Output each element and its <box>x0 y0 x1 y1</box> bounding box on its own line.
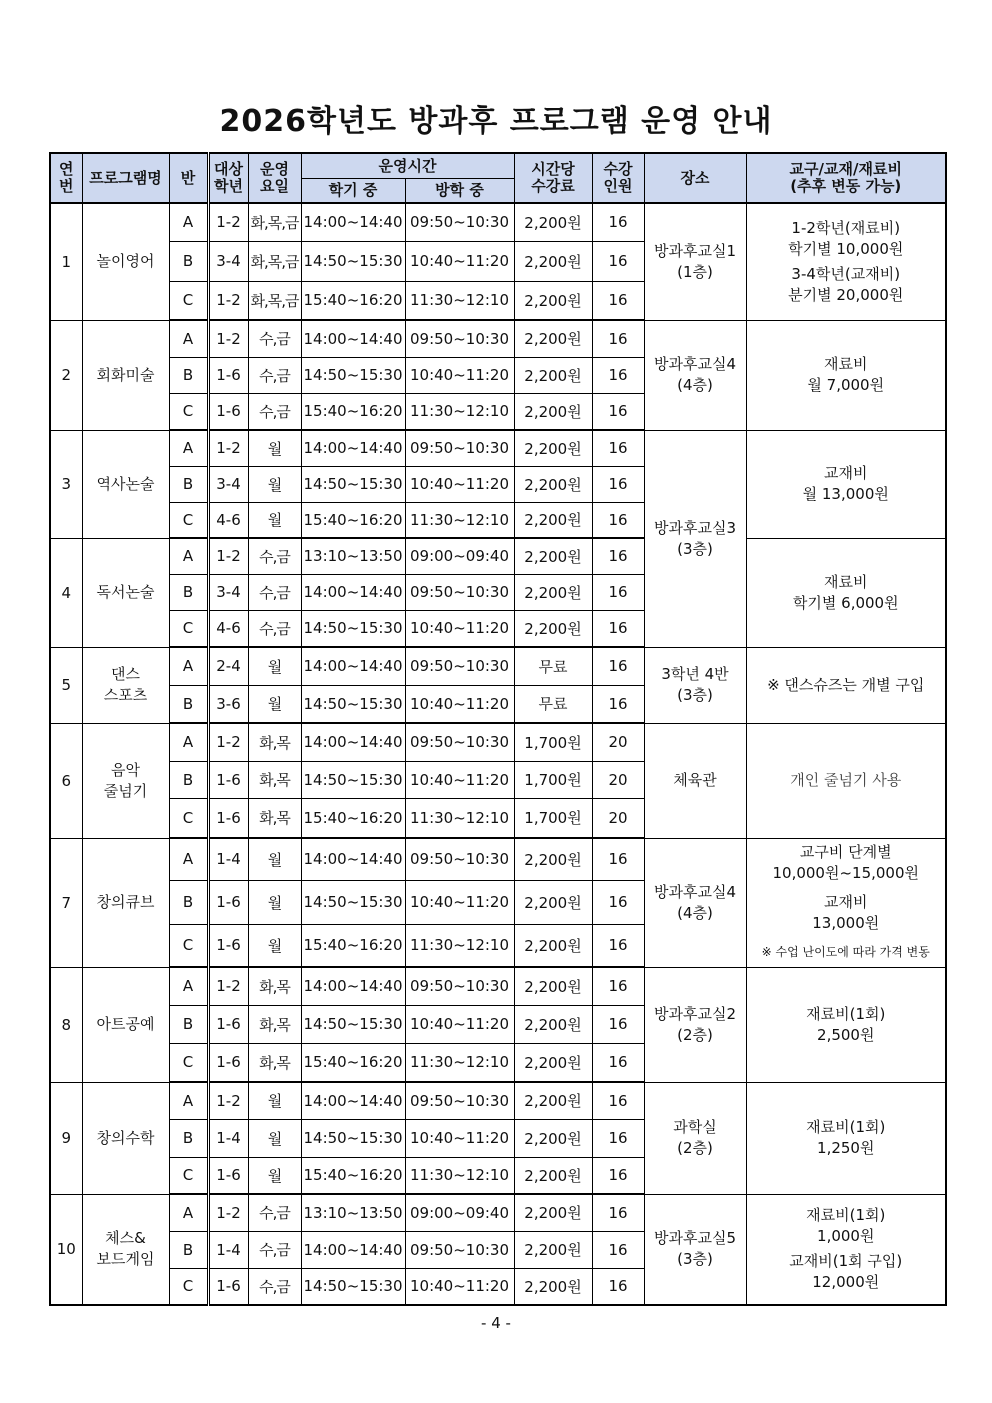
materials-fee-cell <box>746 838 946 967</box>
materials-fee-line: 3-4학년(교재비) <box>791 264 901 283</box>
capacity-cell: 16 <box>592 538 644 574</box>
vacation-time-cell: 11:30~12:10 <box>405 1043 514 1082</box>
days-cell: 월 <box>248 880 301 924</box>
class-cell: B <box>169 357 208 393</box>
place-cell: 방과후교실4 (4층) <box>644 320 746 430</box>
semester-time-cell: 15:40~16:20 <box>301 281 405 320</box>
fee-cell: 2,200원 <box>514 1231 592 1268</box>
capacity-cell: 16 <box>592 1005 644 1043</box>
vacation-time-cell: 11:30~12:10 <box>405 1157 514 1194</box>
vacation-time-cell: 10:40~11:20 <box>405 1005 514 1043</box>
days-cell: 수,금 <box>248 1268 301 1305</box>
program-number: 4 <box>50 538 82 647</box>
capacity-cell: 16 <box>592 203 644 241</box>
vacation-time-cell: 09:50~10:30 <box>405 1231 514 1268</box>
program-name: 댄스 스포츠 <box>82 647 169 723</box>
grade-cell: 1-6 <box>208 1043 248 1082</box>
semester-time-cell: 14:00~14:40 <box>301 203 405 241</box>
days-cell: 월 <box>248 1082 301 1119</box>
grade-cell: 4-6 <box>208 502 248 538</box>
semester-time-cell: 15:40~16:20 <box>301 502 405 538</box>
materials-fee-line: ※ 수업 난이도에 따라 가격 변동 <box>761 945 930 959</box>
grade-cell: 3-4 <box>208 466 248 502</box>
grade-cell: 1-6 <box>208 393 248 430</box>
semester-time-cell: 14:00~14:40 <box>301 967 405 1005</box>
program-number: 10 <box>50 1194 82 1305</box>
semester-time-cell: 15:40~16:20 <box>301 393 405 430</box>
program-name: 회화미술 <box>82 320 169 430</box>
capacity-cell: 16 <box>592 1043 644 1082</box>
fee-cell: 2,200원 <box>514 1194 592 1231</box>
materials-fee-line: 교재비 <box>824 464 868 482</box>
vacation-time-cell: 10:40~11:20 <box>405 357 514 393</box>
materials-fee-line: 교재비 <box>824 893 868 911</box>
materials-fee-cell <box>746 203 946 320</box>
class-cell: B <box>169 1005 208 1043</box>
fee-cell: 2,200원 <box>514 357 592 393</box>
class-cell: A <box>169 967 208 1005</box>
header-time-vacation: 방학 중 <box>405 179 514 204</box>
capacity-cell: 16 <box>592 924 644 967</box>
program-number: 3 <box>50 430 82 538</box>
capacity-cell: 16 <box>592 1231 644 1268</box>
semester-time-cell: 14:50~15:30 <box>301 880 405 924</box>
days-cell: 화,목 <box>248 1043 301 1082</box>
table-row <box>50 647 946 685</box>
class-cell: B <box>169 1231 208 1268</box>
materials-fee-line: 재료비 <box>824 572 868 591</box>
header-fee: 시간당 수강료 <box>514 153 592 203</box>
days-cell: 월 <box>248 502 301 538</box>
materials-fee-line: 1,000원 <box>817 1227 875 1246</box>
program-number: 1 <box>50 203 82 320</box>
capacity-cell: 20 <box>592 723 644 761</box>
grade-cell: 1-2 <box>208 1082 248 1119</box>
grade-cell: 1-6 <box>208 761 248 798</box>
fee-cell: 2,200원 <box>514 880 592 924</box>
vacation-time-cell: 11:30~12:10 <box>405 281 514 320</box>
materials-fee-line: 학기별 6,000원 <box>792 593 899 612</box>
table-row <box>50 838 946 880</box>
vacation-time-cell: 11:30~12:10 <box>405 924 514 967</box>
grade-cell: 1-2 <box>208 430 248 466</box>
materials-fee-line: 교재비(1회 구입) <box>789 1252 903 1271</box>
days-cell: 수,금 <box>248 320 301 357</box>
fee-cell: 2,200원 <box>514 967 592 1005</box>
class-cell: C <box>169 1268 208 1305</box>
program-name: 음악 줄넘기 <box>82 723 169 838</box>
grade-cell: 1-2 <box>208 281 248 320</box>
vacation-time-cell: 10:40~11:20 <box>405 1119 514 1157</box>
fee-cell: 2,200원 <box>514 1157 592 1194</box>
semester-time-cell: 14:50~15:30 <box>301 610 405 647</box>
class-cell: A <box>169 723 208 761</box>
capacity-cell: 16 <box>592 610 644 647</box>
program-number: 7 <box>50 838 82 967</box>
semester-time-cell: 14:00~14:40 <box>301 647 405 685</box>
materials-fee-line: 2,500원 <box>817 1025 875 1044</box>
semester-time-cell: 14:00~14:40 <box>301 430 405 466</box>
class-cell: B <box>169 241 208 281</box>
grade-cell: 1-4 <box>208 1231 248 1268</box>
grade-cell: 1-2 <box>208 723 248 761</box>
vacation-time-cell: 09:50~10:30 <box>405 320 514 357</box>
vacation-time-cell: 11:30~12:10 <box>405 502 514 538</box>
class-cell: A <box>169 203 208 241</box>
days-cell: 월 <box>248 1157 301 1194</box>
fee-cell: 1,700원 <box>514 798 592 838</box>
header-time: 운영시간 <box>301 153 514 179</box>
fee-cell: 2,200원 <box>514 466 592 502</box>
grade-cell: 1-6 <box>208 924 248 967</box>
class-cell: A <box>169 1082 208 1119</box>
capacity-cell: 16 <box>592 1119 644 1157</box>
vacation-time-cell: 09:50~10:30 <box>405 838 514 880</box>
vacation-time-cell: 09:00~09:40 <box>405 538 514 574</box>
vacation-time-cell: 09:50~10:30 <box>405 967 514 1005</box>
class-cell: C <box>169 924 208 967</box>
vacation-time-cell: 10:40~11:20 <box>405 761 514 798</box>
fee-cell: 2,200원 <box>514 393 592 430</box>
semester-time-cell: 14:50~15:30 <box>301 1005 405 1043</box>
materials-fee-cell <box>746 967 946 1082</box>
semester-time-cell: 14:00~14:40 <box>301 1082 405 1119</box>
semester-time-cell: 14:50~15:30 <box>301 685 405 723</box>
program-name: 독서논술 <box>82 538 169 647</box>
capacity-cell: 16 <box>592 838 644 880</box>
capacity-cell: 16 <box>592 1194 644 1231</box>
semester-time-cell: 14:50~15:30 <box>301 241 405 281</box>
fee-cell: 2,200원 <box>514 610 592 647</box>
vacation-time-cell: 09:50~10:30 <box>405 1082 514 1119</box>
semester-time-cell: 15:40~16:20 <box>301 1157 405 1194</box>
semester-time-cell: 13:10~13:50 <box>301 1194 405 1231</box>
place-cell: 과학실 (2층) <box>644 1082 746 1194</box>
fee-cell: 2,200원 <box>514 538 592 574</box>
vacation-time-cell: 10:40~11:20 <box>405 1268 514 1305</box>
place-cell: 방과후교실2 (2층) <box>644 967 746 1082</box>
capacity-cell: 16 <box>592 880 644 924</box>
days-cell: 수,금 <box>248 393 301 430</box>
class-cell: B <box>169 685 208 723</box>
program-name: 창의수학 <box>82 1082 169 1194</box>
materials-fee-line: 교구비 단계별 <box>799 843 892 861</box>
place-cell: 방과후교실1 (1층) <box>644 203 746 320</box>
grade-cell: 3-4 <box>208 241 248 281</box>
semester-time-cell: 14:50~15:30 <box>301 761 405 798</box>
fee-cell: 무료 <box>514 685 592 723</box>
days-cell: 수,금 <box>248 538 301 574</box>
grade-cell: 1-6 <box>208 880 248 924</box>
vacation-time-cell: 10:40~11:20 <box>405 241 514 281</box>
capacity-cell: 16 <box>592 574 644 610</box>
vacation-time-cell: 09:00~09:40 <box>405 1194 514 1231</box>
program-name: 창의큐브 <box>82 838 169 967</box>
class-cell: B <box>169 761 208 798</box>
fee-cell: 2,200원 <box>514 1043 592 1082</box>
days-cell: 수,금 <box>248 574 301 610</box>
fee-cell: 2,200원 <box>514 430 592 466</box>
class-cell: C <box>169 281 208 320</box>
materials-fee-line: 1,250원 <box>817 1139 875 1157</box>
capacity-cell: 16 <box>592 241 644 281</box>
grade-cell: 1-4 <box>208 838 248 880</box>
grade-cell: 4-6 <box>208 610 248 647</box>
days-cell: 월 <box>248 838 301 880</box>
vacation-time-cell: 09:50~10:30 <box>405 203 514 241</box>
days-cell: 화,목 <box>248 761 301 798</box>
class-cell: B <box>169 880 208 924</box>
table-row <box>50 203 946 241</box>
capacity-cell: 16 <box>592 281 644 320</box>
capacity-cell: 20 <box>592 761 644 798</box>
place-cell: 방과후교실4 (4층) <box>644 838 746 967</box>
fee-cell: 2,200원 <box>514 1268 592 1305</box>
grade-cell: 3-4 <box>208 574 248 610</box>
materials-fee-line: 재료비(1회) <box>806 1004 886 1023</box>
days-cell: 수,금 <box>248 357 301 393</box>
capacity-cell: 16 <box>592 466 644 502</box>
materials-fee-cell <box>746 1082 946 1194</box>
fee-cell: 2,200원 <box>514 924 592 967</box>
fee-cell: 무료 <box>514 647 592 685</box>
semester-time-cell: 14:50~15:30 <box>301 1119 405 1157</box>
place-cell: 방과후교실3 (3층) <box>644 430 746 647</box>
grade-cell: 1-6 <box>208 1268 248 1305</box>
vacation-time-cell: 10:40~11:20 <box>405 466 514 502</box>
class-cell: A <box>169 320 208 357</box>
vacation-time-cell: 10:40~11:20 <box>405 610 514 647</box>
program-name: 역사논술 <box>82 430 169 538</box>
vacation-time-cell: 10:40~11:20 <box>405 880 514 924</box>
capacity-cell: 16 <box>592 1157 644 1194</box>
grade-cell: 1-2 <box>208 320 248 357</box>
class-cell: B <box>169 574 208 610</box>
days-cell: 월 <box>248 466 301 502</box>
program-name: 체스& 보드게임 <box>82 1194 169 1305</box>
days-cell: 월 <box>248 685 301 723</box>
materials-fee-line: 월 7,000원 <box>807 376 885 394</box>
capacity-cell: 16 <box>592 1082 644 1119</box>
fee-cell: 2,200원 <box>514 241 592 281</box>
semester-time-cell: 14:00~14:40 <box>301 1231 405 1268</box>
semester-time-cell: 14:00~14:40 <box>301 574 405 610</box>
semester-time-cell: 15:40~16:20 <box>301 924 405 967</box>
program-number: 2 <box>50 320 82 430</box>
materials-fee-cell <box>746 723 946 838</box>
days-cell: 월 <box>248 924 301 967</box>
capacity-cell: 16 <box>592 430 644 466</box>
place-cell: 체육관 <box>644 723 746 838</box>
class-cell: C <box>169 1043 208 1082</box>
materials-fee-line: 13,000원 <box>812 914 880 932</box>
capacity-cell: 16 <box>592 357 644 393</box>
days-cell: 화,목 <box>248 1005 301 1043</box>
grade-cell: 1-2 <box>208 538 248 574</box>
fee-cell: 2,200원 <box>514 1119 592 1157</box>
grade-cell: 2-4 <box>208 647 248 685</box>
program-number: 6 <box>50 723 82 838</box>
materials-fee-cell <box>746 647 946 723</box>
days-cell: 화,목,금 <box>248 241 301 281</box>
header-time-semester: 학기 중 <box>301 179 405 204</box>
fee-cell: 1,700원 <box>514 723 592 761</box>
materials-fee-line: 재료비(1회) <box>806 1206 886 1225</box>
fee-cell: 2,200원 <box>514 1005 592 1043</box>
class-cell: C <box>169 610 208 647</box>
class-cell: A <box>169 538 208 574</box>
table-row <box>50 967 946 1005</box>
vacation-time-cell: 11:30~12:10 <box>405 798 514 838</box>
days-cell: 수,금 <box>248 610 301 647</box>
class-cell: C <box>169 393 208 430</box>
materials-fee-cell <box>746 320 946 430</box>
vacation-time-cell: 09:50~10:30 <box>405 723 514 761</box>
semester-time-cell: 15:40~16:20 <box>301 798 405 838</box>
semester-time-cell: 14:50~15:30 <box>301 466 405 502</box>
materials-fee-cell <box>746 430 946 538</box>
semester-time-cell: 14:50~15:30 <box>301 1268 405 1305</box>
program-number: 9 <box>50 1082 82 1194</box>
grade-cell: 1-6 <box>208 798 248 838</box>
class-cell: B <box>169 466 208 502</box>
header-place: 장소 <box>644 153 746 203</box>
table-row <box>50 320 946 357</box>
days-cell: 화,목,금 <box>248 281 301 320</box>
header-class: 반 <box>169 153 208 203</box>
class-cell: A <box>169 430 208 466</box>
table-row <box>50 1194 946 1231</box>
grade-cell: 1-4 <box>208 1119 248 1157</box>
grade-cell: 1-6 <box>208 1157 248 1194</box>
capacity-cell: 16 <box>592 685 644 723</box>
days-cell: 화,목 <box>248 967 301 1005</box>
class-cell: C <box>169 798 208 838</box>
grade-cell: 1-2 <box>208 967 248 1005</box>
materials-fee-line: 학기별 10,000원 <box>788 239 904 258</box>
semester-time-cell: 14:50~15:30 <box>301 357 405 393</box>
grade-cell: 1-6 <box>208 357 248 393</box>
place-cell: 방과후교실5 (3층) <box>644 1194 746 1305</box>
program-schedule-table <box>49 152 947 1306</box>
class-cell: A <box>169 838 208 880</box>
semester-time-cell: 13:10~13:50 <box>301 538 405 574</box>
capacity-cell: 16 <box>592 320 644 357</box>
semester-time-cell: 14:00~14:40 <box>301 838 405 880</box>
fee-cell: 2,200원 <box>514 838 592 880</box>
fee-cell: 2,200원 <box>514 281 592 320</box>
capacity-cell: 16 <box>592 647 644 685</box>
grade-cell: 1-2 <box>208 1194 248 1231</box>
table-row <box>50 723 946 761</box>
class-cell: C <box>169 502 208 538</box>
class-cell: A <box>169 647 208 685</box>
materials-fee-line: 재료비 <box>824 355 868 373</box>
materials-fee-line: 재료비(1회) <box>806 1118 886 1136</box>
class-cell: A <box>169 1194 208 1231</box>
materials-fee-cell <box>746 1194 946 1305</box>
header-no: 연 번 <box>50 153 82 203</box>
page-number: - 4 - <box>481 1314 511 1332</box>
days-cell: 월 <box>248 430 301 466</box>
header-days: 운영 요일 <box>248 153 301 203</box>
place-cell: 3학년 4반 (3층) <box>644 647 746 723</box>
fee-cell: 2,200원 <box>514 203 592 241</box>
days-cell: 수,금 <box>248 1231 301 1268</box>
header-grade: 대상 학년 <box>208 153 248 203</box>
vacation-time-cell: 11:30~12:10 <box>405 393 514 430</box>
class-cell: B <box>169 1119 208 1157</box>
capacity-cell: 16 <box>592 967 644 1005</box>
fee-cell: 2,200원 <box>514 502 592 538</box>
table-row <box>50 538 946 574</box>
fee-cell: 1,700원 <box>514 761 592 798</box>
vacation-time-cell: 09:50~10:30 <box>405 647 514 685</box>
days-cell: 월 <box>248 1119 301 1157</box>
grade-cell: 1-6 <box>208 1005 248 1043</box>
vacation-time-cell: 09:50~10:30 <box>405 430 514 466</box>
vacation-time-cell: 09:50~10:30 <box>405 574 514 610</box>
materials-fee-line: 10,000원~15,000원 <box>772 864 920 882</box>
capacity-cell: 16 <box>592 1268 644 1305</box>
semester-time-cell: 15:40~16:20 <box>301 1043 405 1082</box>
program-name: 아트공예 <box>82 967 169 1082</box>
semester-time-cell: 14:00~14:40 <box>301 320 405 357</box>
days-cell: 화,목 <box>248 723 301 761</box>
page-title: 2026학년도 방과후 프로그램 운영 안내 <box>219 104 773 139</box>
fee-cell: 2,200원 <box>514 574 592 610</box>
days-cell: 수,금 <box>248 1194 301 1231</box>
days-cell: 월 <box>248 647 301 685</box>
materials-fee-line: 1-2학년(재료비) <box>791 218 901 237</box>
fee-cell: 2,200원 <box>514 320 592 357</box>
header-materials: 교구/교재/재료비 (추후 변동 가능) <box>746 153 946 203</box>
capacity-cell: 20 <box>592 798 644 838</box>
capacity-cell: 16 <box>592 393 644 430</box>
grade-cell: 1-2 <box>208 203 248 241</box>
materials-fee-line: 12,000원 <box>812 1273 880 1292</box>
days-cell: 화,목 <box>248 798 301 838</box>
program-number: 8 <box>50 967 82 1082</box>
table-row <box>50 1082 946 1119</box>
vacation-time-cell: 10:40~11:20 <box>405 685 514 723</box>
materials-fee-line: ※ 댄스슈즈는 개별 구입 <box>767 675 925 694</box>
grade-cell: 3-6 <box>208 685 248 723</box>
capacity-cell: 16 <box>592 502 644 538</box>
semester-time-cell: 14:00~14:40 <box>301 723 405 761</box>
fee-cell: 2,200원 <box>514 1082 592 1119</box>
materials-fee-line: 월 13,000원 <box>802 485 889 503</box>
materials-fee-cell <box>746 538 946 647</box>
days-cell: 화,목,금 <box>248 203 301 241</box>
class-cell: C <box>169 1157 208 1194</box>
table-row <box>50 430 946 466</box>
header-program: 프로그램명 <box>82 153 169 203</box>
program-name: 놀이영어 <box>82 203 169 320</box>
materials-fee-line: 분기별 20,000원 <box>788 285 904 304</box>
materials-fee-line: 개인 줄넘기 사용 <box>790 771 902 789</box>
program-number: 5 <box>50 647 82 723</box>
header-capacity: 수강 인원 <box>592 153 644 203</box>
